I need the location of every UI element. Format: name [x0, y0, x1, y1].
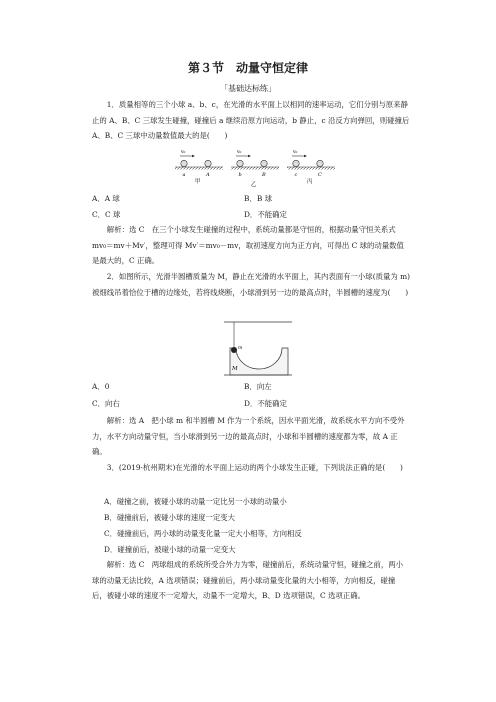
q3-option-b: B．碰撞前后，被碰小球的速度一定变大	[104, 513, 236, 522]
q2-stem: 2．如图所示，光滑半圆槽质量为 M，静止在光滑的水平面上，其内表面有一小球(质量为 m)被细线吊着恰位于槽的边缘处，若将线烧断，小球滑到另一边的最高点时，半圆槽的速度为( )	[92, 272, 410, 297]
panel-yi	[231, 150, 279, 188]
q2-figure	[222, 318, 294, 378]
semicircle-trough	[230, 348, 288, 375]
q1-option-a: A．A 球	[92, 194, 120, 203]
q2-option-b: B．向左	[244, 382, 272, 391]
velocity-label: v₀	[181, 150, 186, 155]
label-yi: 乙	[251, 182, 257, 188]
trough-diagram	[222, 318, 294, 378]
ball-label: m	[238, 346, 243, 351]
label-bing: 丙	[307, 179, 313, 185]
label-a: a	[182, 172, 186, 178]
ball-B	[261, 160, 267, 166]
panel-jia	[175, 150, 223, 185]
q3-option-d: D．碰撞前后，被碰小球的动量一定变大	[104, 545, 236, 554]
q3-option-c: C．碰撞前后，两小球的动量变化量一定大小相等，方向相反	[104, 529, 302, 538]
label-b: b	[238, 172, 242, 178]
q1-stem: 1．质量相等的三个小球 a、b、c，在光滑的水平面上以相同的速率运动，它们分别与原来静止的 A、B、C 三球发生碰撞，碰撞后 a 继续沿原方向运动，b 静止，c 沿反方向弹回，则碰撞后 A、B、C 三球中动量数值最大的是( )	[92, 100, 410, 140]
q3-option-a: A．碰撞之前，被碰小球的动量一定比另一小球的动量小	[104, 497, 287, 506]
ground	[175, 167, 223, 170]
q1-option-d: D．不能确定	[244, 210, 287, 219]
q2-option-a: A．0	[92, 382, 110, 391]
q1-figure	[170, 147, 340, 193]
label-jia: 甲	[195, 179, 201, 185]
collision-diagram	[170, 147, 340, 193]
ball-A	[205, 160, 211, 166]
ball-b	[237, 160, 243, 166]
q1-option-c: C．C 球	[92, 210, 121, 219]
ball-C	[317, 160, 323, 166]
ground	[231, 167, 279, 170]
q2-option-d: D．不能确定	[244, 399, 287, 408]
q2-option-c: C．向右	[92, 399, 120, 408]
q1-option-b: B．B 球	[244, 194, 272, 203]
label-B: B	[262, 172, 266, 178]
ground	[287, 167, 335, 170]
label-A: A	[206, 172, 210, 178]
ball-a	[181, 160, 187, 166]
section-tag: 「基础达标练」	[220, 84, 276, 93]
velocity-label: v₀	[237, 150, 242, 155]
label-C: C	[318, 172, 322, 178]
q3-stem: 3．(2019·杭州期末)在光滑的水平面上运动的两个小球发生正碰，下列说法正确的是( )	[106, 463, 403, 472]
label-c: c	[294, 172, 298, 178]
ball-c	[293, 160, 299, 166]
velocity-label: v₀	[293, 150, 298, 155]
page-title: 第３节 动量守恒定律	[187, 61, 308, 75]
panel-bing	[287, 150, 335, 185]
trough-label: M	[232, 366, 238, 372]
small-ball	[231, 347, 237, 353]
q1-explanation: 解析：选 C 在三个小球发生碰撞的过程中，系统动量都是守恒的，根据动量守恒关系式 mv₀＝mv＋Mv′，整理可得 Mv′＝mv₀－mv，取初速度方向为正方向，可得出 C 球的动量数值是最大的，C 正确。	[92, 225, 404, 265]
q3-explanation: 解析：选 C 两球组成的系统所受合外力为零，碰撞前后，系统动量守恒，碰撞之前，两小球的动量无法比较，A 选项错误；碰撞前后，两小球动量变化量的大小相等，方向相反，碰撞后，被碰小球的速度不一定增大，动量不一定增大，B、D 选项错误，C 选项正确。	[92, 560, 404, 600]
q2-explanation: 解析：选 A 把小球 m 和半圆槽 M 作为一个系统，因水平面光滑，故系统水平方向不受外力，水平方向动量守恒，当小球滑到另一边的最高点时，小球和半圆槽的速度都为零，故 A 正确。	[92, 416, 405, 456]
